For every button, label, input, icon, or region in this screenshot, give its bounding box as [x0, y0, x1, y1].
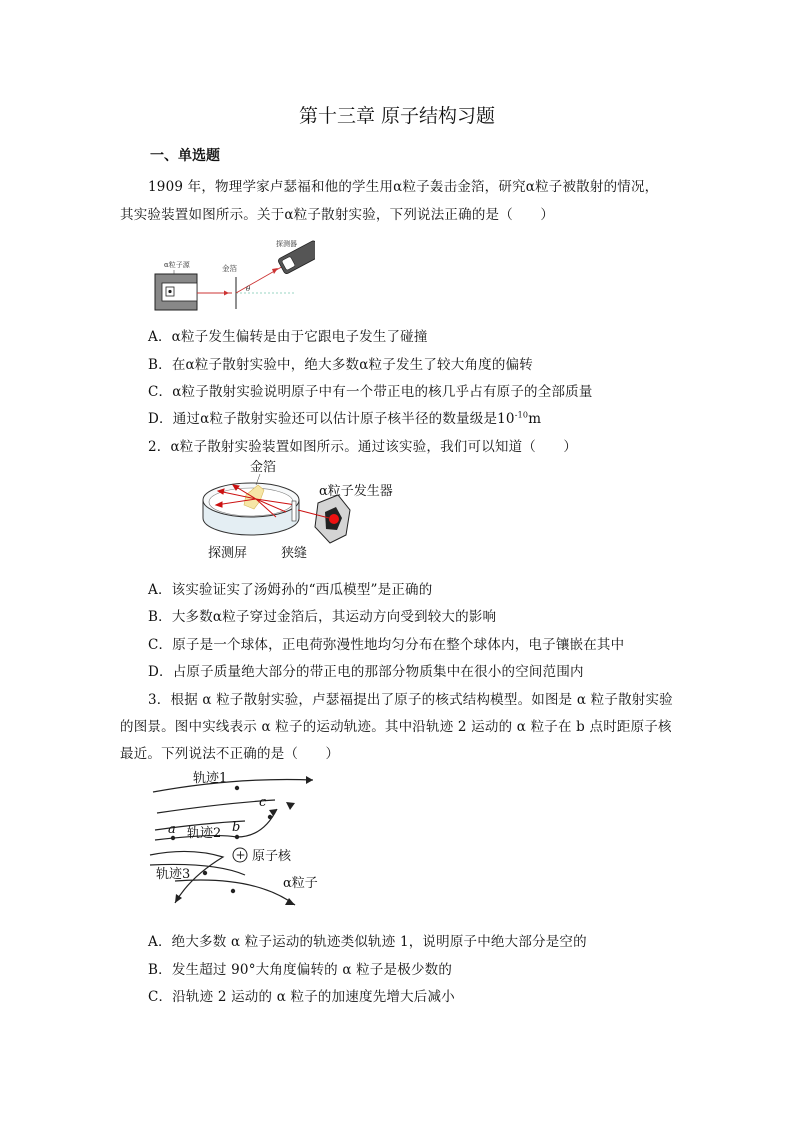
- source-label: α粒子源: [164, 261, 190, 269]
- slit-label: 狭缝: [281, 546, 308, 561]
- q1-option-c: C．α粒子散射实验说明原子中有一个带正电的核几乎占有原子的全部质量: [148, 384, 593, 400]
- generator-label: α粒子发生器: [319, 484, 393, 499]
- q2-stem-line1: 2．α粒子散射实验装置如图所示。通过该实验，我们可以知道（ ）: [148, 439, 578, 455]
- q3-stem-line3: 最近。下列说法不正确的是（ ）: [120, 746, 340, 762]
- q3-stem-line2: 的图景。图中实线表示 α 粒子的运动轨迹。其中沿轨迹 2 运动的 α 粒子在 b 点时距原子核: [120, 719, 672, 735]
- q1-option-b: B．在α粒子散射实验中，绝大多数α粒子发生了较大角度的偏转: [148, 357, 533, 373]
- svg-text:+: +: [235, 848, 246, 862]
- point-b-label: b: [232, 820, 241, 835]
- q2-option-b: B．大多数α粒子穿过金箔后，其运动方向受到较大的影响: [148, 609, 497, 625]
- track1-label: 轨迹1: [193, 771, 228, 786]
- nucleus-label: 原子核: [252, 849, 292, 864]
- detector-label: 探测器: [276, 240, 297, 248]
- q2-option-c: C．原子是一个球体，正电荷弥漫性地均匀分布在整个球体内，电子镶嵌在其中: [148, 637, 625, 653]
- page-title: 第十三章 原子结构习题: [298, 105, 496, 127]
- angle-label: θ: [246, 285, 251, 293]
- q1-figure: [150, 232, 315, 314]
- q1-stem-line2: 其实验装置如图所示。关于α粒子散射实验，下列说法正确的是（ ）: [120, 207, 555, 223]
- foil-label: 金箔: [250, 460, 277, 475]
- q3-option-c: C．沿轨迹 2 运动的 α 粒子的加速度先增大后减小: [148, 989, 455, 1005]
- q2-option-a: A．该实验证实了汤姆孙的“西瓜模型”是正确的: [148, 582, 433, 598]
- q3-stem-line1: 3．根据 α 粒子散射实验，卢瑟福提出了原子的核式结构模型。如图是 α 粒子散射实验: [148, 692, 673, 708]
- q3-option-a: A．绝大多数 α 粒子运动的轨迹类似轨迹 1，说明原子中绝大部分是空的: [148, 934, 587, 950]
- q2-figure: [198, 455, 408, 565]
- track3-label: 轨迹3: [156, 867, 191, 882]
- track2-label: 轨迹2: [187, 826, 222, 841]
- point-c-label: c: [259, 795, 267, 810]
- q1-option-a: A．α粒子发生偏转是由于它跟电子发生了碰撞: [148, 329, 428, 345]
- screen-label: 探测屏: [208, 546, 248, 561]
- section-heading: 一、单选题: [150, 148, 220, 164]
- alpha-label: α粒子: [283, 876, 318, 891]
- foil-label: 金箔: [222, 264, 237, 273]
- point-a-label: a: [168, 822, 176, 837]
- q2-option-d: D．占原子质量绝大部分的带正电的那部分物质集中在很小的空间范围内: [148, 664, 584, 680]
- q1-option-d: D．通过α粒子散射实验还可以估计原子核半径的数量级是$10^{-10}m$: [148, 410, 542, 427]
- q1-stem-line1: 1909 年，物理学家卢瑟福和他的学生用α粒子轰击金箔，研究α粒子被散射的情况，: [148, 179, 659, 195]
- q3-option-b: B．发生超过 90°大角度偏转的 α 粒子是极少数的: [148, 962, 453, 978]
- q3-figure: [145, 765, 335, 915]
